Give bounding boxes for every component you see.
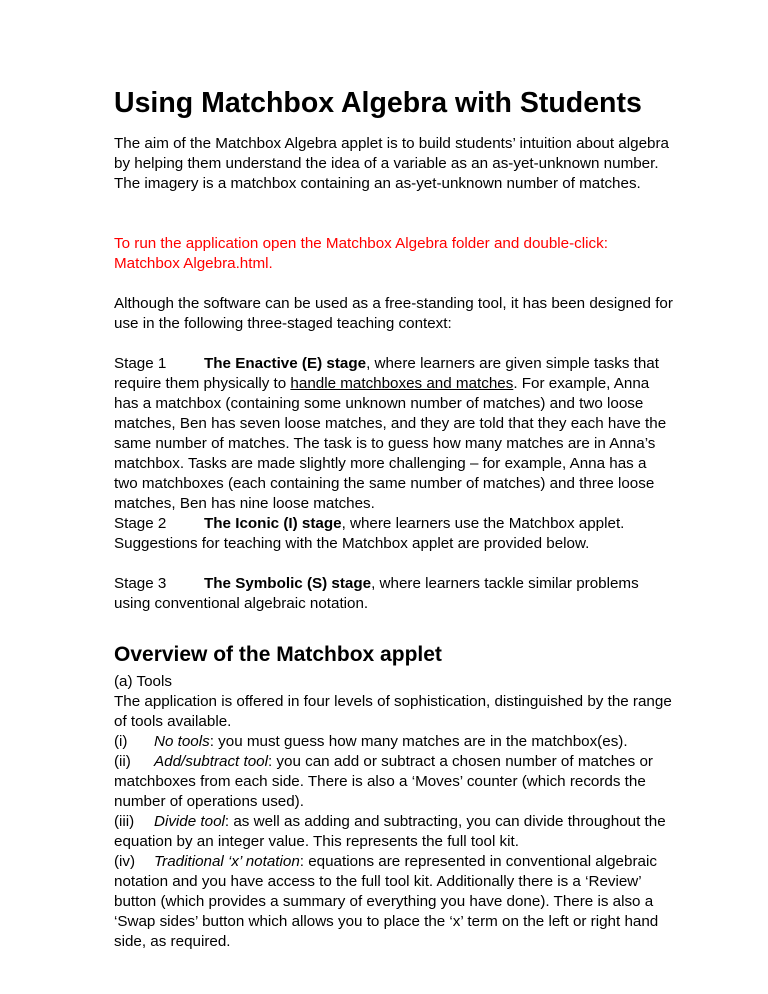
- stage-3-label: Stage 3: [114, 575, 167, 592]
- stage-2-label: Stage 2: [114, 515, 167, 532]
- stage-1-paragraph: [114, 354, 674, 514]
- level-i-number: (i): [114, 733, 128, 750]
- stage-1-text-rest: . For example, Anna has a matchbox (containing some unknown number of matches) and two loose matches, Ben has seven loose matches, and they are told that they each have the same number of matches. The task is to guess how many matches are in Anna’s matchbox. Tasks are made slightly more challenging – for example, Anna has a two matchboxes (each containing the same number of matches) and three loose matches, Ben has nine loose matches.: [114, 375, 667, 512]
- page-title: Using Matchbox Algebra with Students: [114, 87, 642, 119]
- level-iii-name: Divide tool: [154, 813, 225, 830]
- level-iv: [114, 852, 674, 952]
- level-iv-text: : equations are represented in conventional algebraic notation and you have access to the full tool kit. Additionally there is a ‘Review’ button (which provides a summary of everything you have done). There is also a ‘Swap sides’ button which allows you to place the ‘x’ term on the left or right hand side, as required.: [114, 853, 659, 950]
- stage-1-text: , where learners are given simple tasks that require them physically to: [114, 355, 659, 392]
- level-i-text: : you must guess how many matches are in the matchbox(es).: [209, 733, 628, 750]
- level-iii-text: : as well as adding and subtracting, you can divide throughout the equation by an integer value. This represents the full tool kit.: [114, 813, 666, 850]
- stage-1-underlined: handle matchboxes and matches: [290, 375, 514, 392]
- tools-intro: The application is offered in four levels of sophistication, distinguished by the range of tools available.: [114, 693, 672, 730]
- stage-1-name: The Enactive (E) stage: [204, 355, 367, 372]
- level-ii-text: : you can add or subtract a chosen number of matches or matchboxes from each side. There is also a ‘Moves’ counter (which records the number of operations used).: [114, 753, 653, 810]
- level-i-name: No tools: [154, 733, 210, 750]
- stage-2-name: The Iconic (I) stage: [204, 515, 342, 532]
- level-iv-name: Traditional ‘x’ notation: [154, 853, 300, 870]
- overview-heading: Overview of the Matchbox applet: [114, 643, 442, 666]
- level-ii-number: (ii): [114, 753, 131, 770]
- stage-3-paragraph: [114, 574, 674, 614]
- level-iii-number: (iii): [114, 813, 135, 830]
- tools-subheading: (a) Tools: [114, 673, 172, 690]
- context-paragraph: Although the software can be used as a free-standing tool, it has been designed for use in the following three-staged teaching context:: [114, 295, 673, 332]
- stage-2-text: , where learners use the Matchbox applet. Suggestions for teaching with the Matchbox applet are provided below.: [114, 515, 625, 552]
- stage-1-label: Stage 1: [114, 355, 167, 372]
- stage-3-text: , where learners tackle similar problems using conventional algebraic notation.: [114, 575, 639, 612]
- run-instructions: To run the application open the Matchbox Algebra folder and double-click: Matchbox Algebra.html.: [114, 235, 608, 272]
- stage-2-paragraph: [114, 514, 674, 554]
- intro-paragraph: The aim of the Matchbox Algebra applet is to build students’ intuition about algebra by helping them understand the idea of a variable as an as-yet-unknown number. The imagery is a matchbox containing an as-yet-unknown number of matches.: [114, 135, 669, 192]
- level-iv-number: (iv): [114, 853, 136, 870]
- level-i: [114, 732, 674, 752]
- level-iii: [114, 812, 674, 852]
- level-ii: [114, 752, 674, 812]
- stage-3-name: The Symbolic (S) stage: [204, 575, 372, 592]
- level-ii-name: Add/subtract tool: [154, 753, 268, 770]
